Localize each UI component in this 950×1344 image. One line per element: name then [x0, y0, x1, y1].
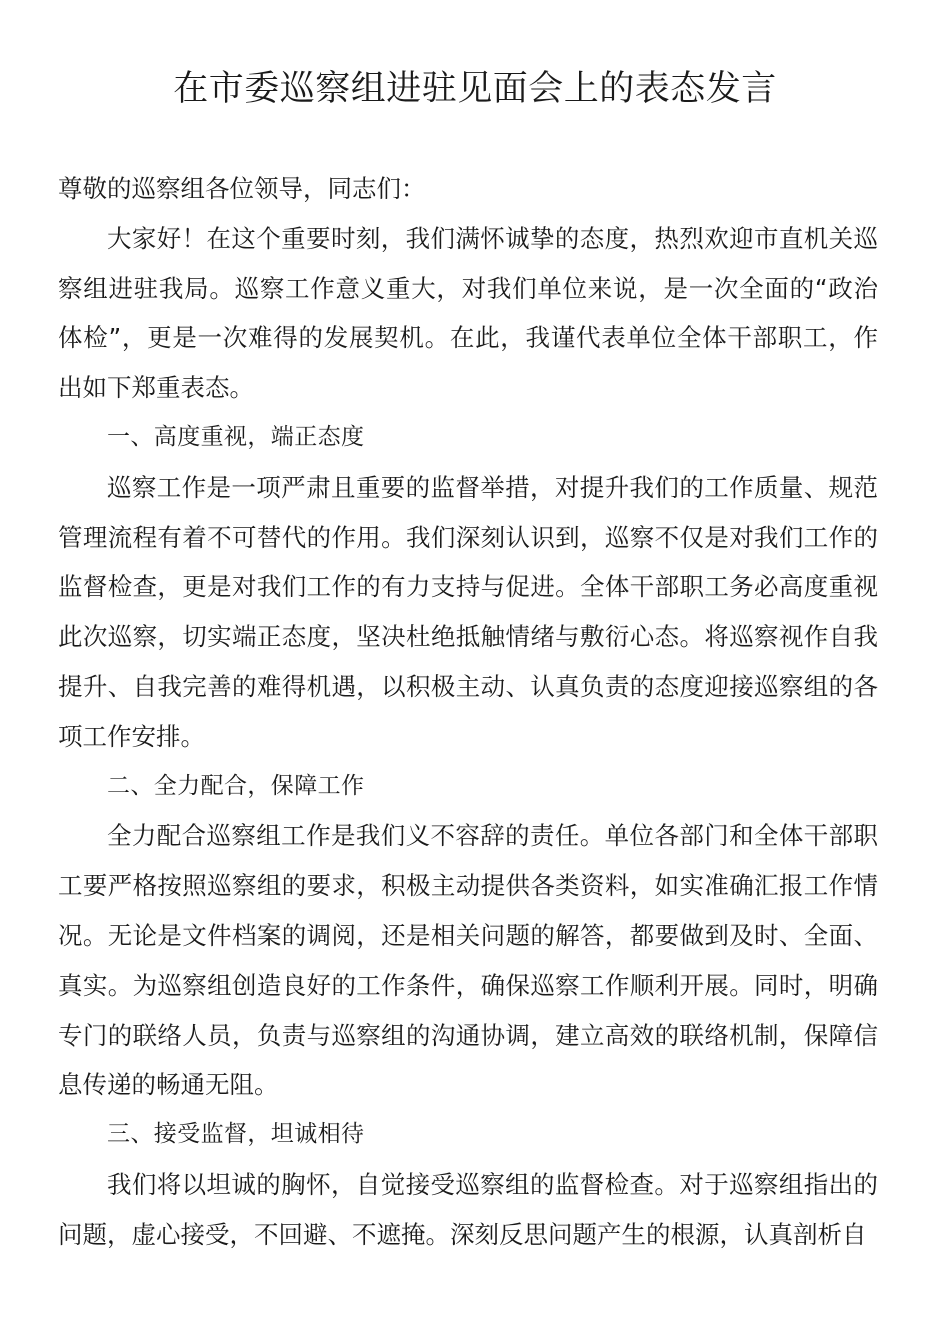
document-body — [58, 164, 878, 1260]
section-paragraph-3: 我们将以坦诚的胸怀，自觉接受巡察组的监督检查。对于巡察组指出的问题，虚心接受，不回避、不遮掩。深刻反思问题产生的根源，认真剖析自 — [58, 1169, 878, 1249]
section-heading-3: 三、接受监督，坦诚相待 — [107, 1121, 365, 1148]
document-title: 在市委巡察组进驻见面会上的表态发言 — [173, 69, 777, 109]
salutation: 尊敬的巡察组各位领导，同志们： — [58, 174, 426, 203]
section-paragraph-1: 巡察工作是一项严肃且重要的监督举措，对提升我们的工作质量、规范管理流程有着不可替代的作用。我们深刻认识到，巡察不仅是对我们工作的监督检查，更是对我们工作的有力支持与促进。全体干部职工务必高度重视此次巡察，切实端正态度，坚决杜绝抵触情绪与敷衍心态。将巡察视作自我提升、自我完善的难得机遇，以积极主动、认真负责的态度迎接巡察组的各项工作安排。 — [58, 472, 878, 751]
section-heading-2: 二、全力配合，保障工作 — [107, 772, 365, 799]
section-heading-1: 一、高度重视，端正态度 — [107, 423, 365, 450]
intro-paragraph: 大家好！在这个重要时刻，我们满怀诚挚的态度，热烈欢迎市直机关巡察组进驻我局。巡察工作意义重大，对我们单位来说，是一次全面的“政治体检”，更是一次难得的发展契机。在此，我谨代表单位全体干部职工，作出如下郑重表态。 — [58, 223, 878, 403]
section-paragraph-2: 全力配合巡察组工作是我们义不容辞的责任。单位各部门和全体干部职工要严格按照巡察组的要求，积极主动提供各类资料，如实准确汇报工作情况。无论是文件档案的调阅，还是相关问题的解答，都要做到及时、全面、真实。为巡察组创造良好的工作条件，确保巡察工作顺利开展。同时，明确专门的联络人员，负责与巡察组的沟通协调，建立高效的联络机制，保障信息传递的畅通无阻。 — [58, 821, 878, 1100]
